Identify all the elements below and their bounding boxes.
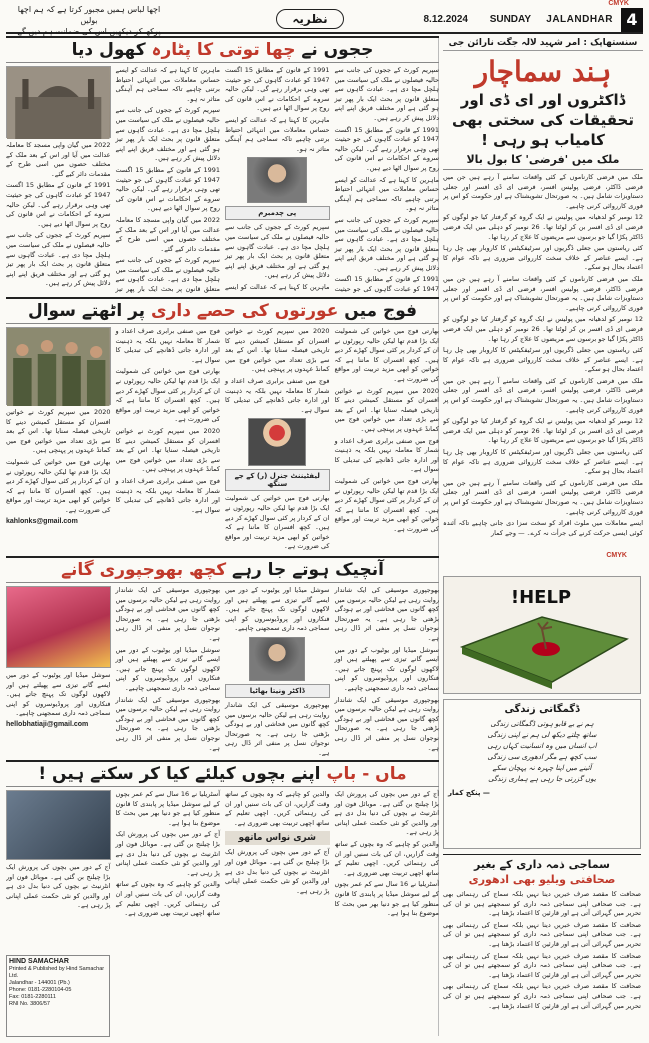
paragraph: والدین کو چاہیے کہ وہ بچوں کے ساتھ وقت گزاریں، ان کی بات سنیں اور ان کی رہنمائی کریں۔ اچھی تعلیم کے ساتھ اچھی تربیت بھی ضروری ہے۔ xyxy=(115,880,220,918)
tail-headline-line: سماجی ذمہ داری کے بغیر xyxy=(474,858,610,871)
article-column xyxy=(335,327,440,553)
cmyk-mark: CMYK xyxy=(608,0,629,7)
tail-headline-line: صحافتی ویلیو بھی ادھوری xyxy=(468,873,616,886)
article-column xyxy=(335,586,440,756)
article-column xyxy=(6,327,111,553)
paragraph: 2022 میں گیان واپی مسجد کا معاملہ عدالت میں آیا اور اس کے بعد ملک کے مختلف حصوں میں اسی طرح کے مقدمات دائر کیے گئے۔ xyxy=(6,141,111,178)
paragraph: بھوجپوری موسیقی کی ایک شاندار روایت رہی ہے لیکن حالیہ برسوں میں کچھ گانوں میں فحاشی اور بے ہودگی بڑھتی جا رہی ہے۔ یہ صورتحال نوجوان نسل پر منفی اثر ڈال رہی ہے۔ xyxy=(115,586,220,642)
paragraph: سوشل میڈیا اور یوٹیوب کے دور میں ایسے گانے تیزی سے پھیلتے ہیں اور لاکھوں لوگوں تک پہنچ جاتے ہیں۔ فنکاروں اور پروڈیوسروں کو اپنی سماجی ذمہ داری سمجھنی چاہیے۔ xyxy=(115,645,220,692)
editorial-subheadline: ملک میں 'فرضی' کا بول بالا xyxy=(443,153,643,170)
imprint-line: Fax: 0181-2280111 xyxy=(9,994,56,1000)
author-byline: ڈاکٹر ونیتا بھاٹیا xyxy=(225,684,330,698)
paragraph: 12 نومبر کو لدھیانہ میں پولیس نے ایک گروہ کو گرفتار کیا جو لوگوں کو فرضی ای ڈی افسر بن کر لوٹتا تھا۔ 26 نومبر کو دہلی میں ایک فرضی ڈاکٹر پکڑا گیا جو برسوں سے مریضوں کا علاج کر رہا تھا۔ xyxy=(443,417,643,445)
imprint-line: RNI No. 3806/57 xyxy=(9,1001,50,1007)
imprint-title: HIND SAMACHAR xyxy=(9,958,69,965)
article-column xyxy=(116,586,221,756)
paragraph: سپریم کورٹ کے ججوں کی جانب سے حالیہ فیصلوں نے ملک کی سیاست میں ہلچل مچا دی ہے۔ عبادت گاہوں سے متعلق قانون پر بحث ایک بار پھر تیز xyxy=(115,256,220,294)
paragraph: سپریم کورٹ کے ججوں کی جانب سے حالیہ فیصلوں نے ملک کی سیاست میں ہلچل مچا دی ہے۔ عبادت گاہوں سے متعلق قانون پر بحث ایک بار پھر تیز ہو گئی ہے اور مختلف فریق اپنے اپنے دلائل پیش کر رہے ہیں۔ xyxy=(225,223,330,280)
cmyk-mark: CMYK xyxy=(606,552,627,559)
tagline xyxy=(14,4,164,37)
tail-article xyxy=(443,854,641,1036)
tail-headline xyxy=(443,854,641,887)
article-columns xyxy=(6,327,439,553)
poem-line: ہم نے بے قابو ہوتی ڈگمگاتی زندگی xyxy=(490,720,594,728)
paragraph: کئی ریاستوں میں جعلی ڈگریوں اور سرٹیفکیٹس کا کاروبار بھی چل رہا ہے۔ ایسے عناصر کے خلاف سخت کارروائی ضروری ہے تاکہ عوام کا اعتماد بحال ہو سکے۔ xyxy=(443,448,643,476)
article-judges xyxy=(6,36,439,294)
article-column xyxy=(225,66,330,294)
article-column xyxy=(116,790,221,921)
article-column xyxy=(335,790,440,921)
page-header xyxy=(6,5,643,36)
edition-city: JALANDHAR xyxy=(546,14,613,25)
paragraph: 2020 میں سپریم کورٹ نے خواتین افسران کو مستقل کمیشن دینے کا تاریخی فیصلہ سنایا تھا۔ اس کے بعد سے بڑی تعداد میں خواتین فوج میں کمانڈ عہدوں پر پہنچی ہیں۔ xyxy=(334,386,439,433)
paragraph: ملک میں فرضی کارناموں کے کئی واقعات سامنے آ رہے ہیں جن میں فرضی ڈاکٹر، فرضی پولیس افسر، فرضی ای ڈی افسر اور جعلی دستاویزات شامل ہیں۔ یہ صورتحال تشویشناک ہے اور حکومت کو اس پر فوری کارروائی کرنی چاہیے۔ xyxy=(443,376,643,414)
poem-box xyxy=(443,699,641,849)
paragraph: صحافت کا مقصد صرف خبریں دینا نہیں بلکہ سماج کی رہنمائی بھی ہے۔ جب صحافی اپنی سماجی ذمہ داری کو سمجھتے ہیں تو ان کی تحریر میں گہرائی آتی ہے اور قارئین کا اعتماد بڑھتا ہے۔ xyxy=(443,920,641,948)
edition-date: 8.12.2024 xyxy=(423,14,468,25)
paragraph: بھارتی فوج میں خواتین کی شمولیت ایک بڑا قدم تھا لیکن حالیہ رپورٹوں نے ان کے کردار پر کئی سوال کھڑے کر دیے ہیں۔ کچھ افسران کا ماننا ہے کہ خواتین کو ابھی مزید تربیت اور مواقع کی ضرورت ہے۔ xyxy=(334,327,439,383)
paragraph: والدین کو چاہیے کہ وہ بچوں کے ساتھ وقت گزاریں، ان کی بات سنیں اور ان کی رہنمائی کریں۔ اچھی تعلیم کے ساتھ اچھی تربیت بھی ضروری ہے۔ xyxy=(334,839,439,877)
soldiers-photo xyxy=(6,327,111,405)
article-columns xyxy=(6,790,439,921)
author-photo xyxy=(248,418,306,466)
author-email[interactable]: hellobhatiaji@gmail.com xyxy=(6,720,89,728)
article-columns xyxy=(6,66,439,294)
paragraph: کئی ریاستوں میں جعلی ڈگریوں اور سرٹیفکیٹس کا کاروبار بھی چل رہا ہے۔ ایسے عناصر کے خلاف سخت کارروائی ضروری ہے تاکہ عوام کا اعتماد بحال ہو سکے۔ xyxy=(443,346,643,374)
paragraph: بھوجپوری موسیقی کی ایک شاندار روایت رہی ہے لیکن حالیہ برسوں میں کچھ گانوں میں فحاشی اور بے ہودگی بڑھتی جا رہی ہے۔ یہ صورتحال نوجوان نسل پر منفی اثر ڈال رہی ہے۔ xyxy=(334,695,439,752)
paragraph: سپریم کورٹ کے ججوں کی جانب سے حالیہ فیصلوں نے ملک کی سیاست میں ہلچل مچا دی ہے۔ عبادت گاہوں سے متعلق قانون پر بحث ایک بار پھر تیز ہو گئی ہے اور مختلف فریق اپنے اپنے دلائل پیش کر رہے ہیں۔ xyxy=(334,66,439,122)
imprint-line: Jalandhar - 144001 (Pb.) xyxy=(9,980,70,986)
author-photo xyxy=(247,157,307,203)
paragraph: صحافت کا مقصد صرف خبریں دینا نہیں بلکہ سماج کی رہنمائی بھی ہے۔ جب صحافی اپنی سماجی ذمہ داری کو سمجھتے ہیں تو ان کی تحریر میں گہرائی آتی ہے اور قارئین کا اعتماد بڑھتا ہے۔ xyxy=(443,982,641,1010)
paragraph: سوشل میڈیا اور یوٹیوب کے دور میں ایسے گانے تیزی سے پھیلتے ہیں اور لاکھوں لوگوں تک پہنچ جاتے ہیں۔ فنکاروں اور پروڈیوسروں کو اپنی سماجی ذمہ داری سمجھنی چاہیے۔ xyxy=(225,586,330,633)
author-byline: شری نواس ماتھو xyxy=(225,831,330,845)
article-column xyxy=(225,327,330,553)
paragraph: سپریم کورٹ کے ججوں کی جانب سے حالیہ فیصلوں نے ملک کی سیاست میں ہلچل مچا دی ہے۔ عبادت گاہوں سے متعلق قانون پر بحث ایک بار پھر تیز ہو گئی ہے اور مختلف فریق اپنے اپنے دلائل پیش کر رہے ہیں۔ xyxy=(115,106,220,163)
poem-line: ساتھ چلتے دیکھ لی ہم نے اپنی زندگی xyxy=(487,731,597,739)
paragraph: فوج میں صنفی برابری صرف اعداد و شمار کا معاملہ نہیں بلکہ یہ ذہنیت اور ادارہ جاتی ڈھانچے کی تبدیلی کا سوال ہے۔ xyxy=(115,327,220,364)
paragraph: فوج میں صنفی برابری صرف اعداد و شمار کا معاملہ نہیں بلکہ یہ ذہنیت اور ادارہ جاتی ڈھانچے کی تبدیلی کا سوال ہے۔ xyxy=(334,436,439,474)
article-column xyxy=(116,66,221,294)
article-parents xyxy=(6,760,439,952)
paragraph: سوشل میڈیا اور یوٹیوب کے دور میں ایسے گانے تیزی سے پھیلتے ہیں اور لاکھوں لوگوں تک پہنچ جاتے ہیں۔ فنکاروں اور پروڈیوسروں کو اپنی سماجی ذمہ داری سمجھنی چاہیے۔ xyxy=(6,671,111,718)
paragraph: بھوجپوری موسیقی کی ایک شاندار روایت رہی ہے لیکن حالیہ برسوں میں کچھ گانوں میں فحاشی اور بے ہودگی بڑھتی جا رہی ہے۔ یہ صورتحال نوجوان نسل پر منفی اثر ڈال رہی ہے۔ xyxy=(334,586,439,642)
children-photo xyxy=(6,790,111,860)
poem-title: ڈگمگاتی زندگی xyxy=(504,704,580,715)
article-column xyxy=(116,327,221,553)
article-column xyxy=(6,586,111,756)
paragraph: فوج میں صنفی برابری صرف اعداد و شمار کا معاملہ نہیں بلکہ یہ ذہنیت اور ادارہ جاتی ڈھانچے کی تبدیلی کا سوال ہے۔ xyxy=(115,476,220,514)
founder-line: سنستھاپک : امر شہید لالہ جگت نارائن جی xyxy=(443,36,643,51)
imprint-line: Phone: 0181-2280104-05 xyxy=(9,987,72,993)
paragraph: بھوجپوری موسیقی کی ایک شاندار روایت رہی ہے لیکن حالیہ برسوں میں کچھ گانوں میں فحاشی اور بے ہودگی بڑھتی جا رہی ہے۔ یہ صورتحال نوجوان نسل پر منفی اثر ڈال رہی ہے۔ xyxy=(225,700,330,756)
paragraph: فوج میں صنفی برابری صرف اعداد و شمار کا معاملہ نہیں بلکہ یہ ذہنیت اور ادارہ جاتی ڈھانچے کی تبدیلی کا سوال ہے۔ xyxy=(225,376,330,414)
author-email[interactable]: kahlonks@gmail.com xyxy=(6,517,78,525)
tagline-line: اچھا لباس ہمیں مجبور کرتا ہے کہ ہم اچھا بولیں xyxy=(17,5,161,25)
poem-line: سب کچھ ہے مگر ادھوری سی زندگی xyxy=(487,753,597,761)
article-column xyxy=(225,586,330,756)
paragraph: بھارتی فوج میں خواتین کی شمولیت ایک بڑا قدم تھا لیکن حالیہ رپورٹوں نے ان کے کردار پر کئی سوال کھڑے کر دیے ہیں۔ کچھ افسران کا ماننا ہے کہ خواتین کو ابھی مزید تربیت اور مواقع کی ضرورت ہے۔ xyxy=(225,494,330,551)
paragraph: 2022 میں گیان واپی مسجد کا معاملہ عدالت میں آیا اور اس کے بعد ملک کے مختلف حصوں میں اسی طرح کے مقدمات دائر کیے گئے۔ xyxy=(115,215,220,253)
headline-part: چھا توتی کا پٹارہ xyxy=(151,40,296,60)
paragraph: 1991 کے قانون کے مطابق 15 اگست 1947 کو عبادت گاہوں کی جو حیثیت تھی وہی برقرار رہے گی۔ لیکن حالیہ سروے کے احکامات نے اس قانون کی روح پر سوال اٹھا دیے ہیں۔ xyxy=(225,66,330,113)
mosque-photo xyxy=(6,66,111,138)
section-title: نظریہ xyxy=(276,9,344,29)
headline-part: عورتوں کی حصے داری xyxy=(151,301,339,321)
article-column xyxy=(6,66,111,294)
cartoon-caption: HELP! xyxy=(510,587,572,608)
headline-part: کچھ بھوجپوری گانے xyxy=(61,560,227,580)
paragraph: بھارتی فوج میں خواتین کی شمولیت ایک بڑا قدم تھا لیکن حالیہ رپورٹوں نے ان کے کردار پر کئی سوال کھڑے کر دیے ہیں۔ کچھ افسران کا ماننا ہے کہ خواتین کو ابھی مزید تربیت اور مواقع کی ضرورت ہے۔ xyxy=(334,476,439,533)
poem-line: اب انساں میں وہ انسانیت کہاں رہی xyxy=(487,742,597,750)
edition-day: SUNDAY xyxy=(489,14,531,25)
paragraph: آسٹریلیا نے 16 سال سے کم عمر بچوں کے لیے سوشل میڈیا پر پابندی کا قانون منظور کیا ہے جو دنیا بھر میں بحث کا موضوع بنا ہوا ہے۔ xyxy=(334,880,439,918)
paragraph: سپریم کورٹ کے ججوں کی جانب سے حالیہ فیصلوں نے ملک کی سیاست میں ہلچل مچا دی ہے۔ عبادت گاہوں سے متعلق قانون پر بحث ایک بار پھر تیز ہو گئی ہے اور مختلف فریق اپنے اپنے دلائل پیش کر رہے ہیں۔ xyxy=(6,231,111,288)
poem-line: یوں گزرتی جا رہی ہے ہماری زندگی xyxy=(488,775,596,783)
imprint-line: Printed & Published by Hind Samachar Ltd. xyxy=(9,966,105,979)
paragraph: 12 نومبر کو لدھیانہ میں پولیس نے ایک گروہ کو گرفتار کیا جو لوگوں کو فرضی ای ڈی افسر بن کر لوٹتا تھا۔ 26 نومبر کو دہلی میں ایک فرضی ڈاکٹر پکڑا گیا جو برسوں سے مریضوں کا علاج کر رہا تھا۔ xyxy=(443,213,643,241)
article-column xyxy=(225,790,330,921)
editorial-headline: ڈاکٹروں اور ای ڈی اور تحقیقات کی سختی بھی کامیاب ہو رہی ! xyxy=(452,91,634,149)
paragraph: سپریم کورٹ کے ججوں کی جانب سے حالیہ فیصلوں نے ملک کی سیاست میں ہلچل مچا دی ہے۔ عبادت گاہوں سے متعلق قانون پر بحث ایک بار پھر تیز ہو گئی ہے اور مختلف فریق اپنے اپنے دلائل پیش کر رہے ہیں۔ xyxy=(334,215,439,272)
headline-part: ججوں نے xyxy=(301,40,374,60)
paragraph: 12 نومبر کو لدھیانہ میں پولیس نے ایک گروہ کو گرفتار کیا جو لوگوں کو فرضی ای ڈی افسر بن کر لوٹتا تھا۔ 26 نومبر کو دہلی میں ایک فرضی ڈاکٹر پکڑا گیا جو برسوں سے مریضوں کا علاج کر رہا تھا۔ xyxy=(443,315,643,343)
page-number: 4 xyxy=(621,8,643,32)
article-column xyxy=(6,790,111,921)
masthead: ہند سماچار xyxy=(474,55,612,88)
paragraph: 1991 کے قانون کے مطابق 15 اگست 1947 کو عبادت گاہوں کی جو حیثیت xyxy=(334,275,439,294)
poem-author: — پنکج کمار xyxy=(448,789,490,797)
editorial-cartoon xyxy=(443,576,641,694)
headline-part: اپنے بچوں کیلئے کیا کر سکتے ہیں ! xyxy=(38,764,321,784)
paragraph: صحافت کا مقصد صرف خبریں دینا نہیں بلکہ سماج کی رہنمائی بھی ہے۔ جب صحافی اپنی سماجی ذمہ داری کو سمجھتے ہیں تو ان کی تحریر میں گہرائی آتی ہے اور قارئین کا اعتماد بڑھتا ہے۔ xyxy=(443,890,641,918)
paragraph: 1991 کے قانون کے مطابق 15 اگست 1947 کو عبادت گاہوں کی جو حیثیت تھی وہی برقرار رہے گی۔ لیکن حالیہ سروے کے احکامات نے اس قانون کی روح پر سوال اٹھا دیے ہیں۔ xyxy=(334,125,439,172)
poem-line: آئینے میں اپنا چہرہ نہ پہچان سکے xyxy=(492,764,592,772)
paragraph: ماہرین کا کہنا ہے کہ عدالت کو ایسے حساس معاملات میں انتہائی احتیاط برتنی چاہیے تاکہ سماجی ہم آہنگی متاثر نہ ہو۔ xyxy=(115,66,220,103)
headline-part: کھول دیا xyxy=(71,40,146,60)
paragraph: ملک میں فرضی کارناموں کے کئی واقعات سامنے آ رہے ہیں جن میں فرضی ڈاکٹر، فرضی پولیس افسر، فرضی ای ڈی افسر اور جعلی دستاویزات شامل ہیں۔ یہ صورتحال تشویشناک ہے اور حکومت کو اس پر فوری کارروائی کرنی چاہیے۔ xyxy=(443,173,643,210)
photo-art xyxy=(7,328,110,406)
paragraph: ملک میں فرضی کارناموں کے کئی واقعات سامنے آ رہے ہیں جن میں فرضی ڈاکٹر، فرضی پولیس افسر، فرضی ای ڈی افسر اور جعلی دستاویزات شامل ہیں۔ یہ صورتحال تشویشناک ہے اور حکومت کو اس پر فوری کارروائی کرنی چاہیے۔ xyxy=(443,478,643,516)
paragraph: ماہرین کا کہنا ہے کہ عدالت کو ایسے xyxy=(225,282,330,291)
editorial-column xyxy=(438,36,643,1036)
article-headline xyxy=(6,556,439,583)
paragraph: کئی ریاستوں میں جعلی ڈگریوں اور سرٹیفکیٹس کا کاروبار بھی چل رہا ہے۔ ایسے عناصر کے خلاف سخت کارروائی ضروری ہے تاکہ عوام کا اعتماد بحال ہو سکے۔ xyxy=(443,244,643,272)
paragraph: 1991 کے قانون کے مطابق 15 اگست 1947 کو عبادت گاہوں کی جو حیثیت تھی وہی برقرار رہے گی۔ لیکن حالیہ سروے کے احکامات نے اس قانون کی روح پر سوال اٹھا دیے ہیں۔ xyxy=(115,165,220,213)
tail-body xyxy=(443,890,641,1038)
author-byline: لیفٹیننٹ جنرل (ر) کے جے سنگھ xyxy=(225,469,330,491)
imprint-box xyxy=(6,955,110,1037)
paragraph: ماہرین کا کہنا ہے کہ عدالت کو ایسے حساس معاملات میں انتہائی احتیاط برتنی چاہیے تاکہ سماجی ہم آہنگی متاثر نہ ہو۔ xyxy=(334,175,439,213)
article-headline xyxy=(6,36,439,63)
paragraph: ملک میں فرضی کارناموں کے کئی واقعات سامنے آ رہے ہیں جن میں فرضی ڈاکٹر، فرضی پولیس افسر، فرضی ای ڈی افسر اور جعلی دستاویزات شامل ہیں۔ یہ صورتحال تشویشناک ہے اور حکومت کو اس پر فوری کارروائی کرنی چاہیے۔ xyxy=(443,274,643,312)
paragraph: صحافت کا مقصد صرف خبریں دینا نہیں بلکہ سماج کی رہنمائی بھی ہے۔ جب صحافی اپنی سماجی ذمہ داری کو سمجھتے ہیں تو ان کی تحریر میں گہرائی آتی ہے اور قارئین کا اعتماد بڑھتا ہے۔ xyxy=(443,951,641,979)
paragraph: والدین کو چاہیے کہ وہ بچوں کے ساتھ وقت گزاریں، ان کی بات سنیں اور ان کی رہنمائی کریں۔ اچھی تعلیم کے ساتھ اچھی تربیت بھی ضروری ہے۔ xyxy=(225,790,330,827)
paragraph: ماہرین کا کہنا ہے کہ عدالت کو ایسے حساس معاملات میں انتہائی احتیاط برتنی چاہیے تاکہ سماجی ہم آہنگی متاثر نہ ہو۔ xyxy=(225,115,330,153)
dancer-photo xyxy=(6,586,111,668)
paragraph: آج کے دور میں بچوں کی پرورش ایک بڑا چیلنج بن گئی ہے۔ موبائل فون اور انٹرنیٹ نے بچوں کی دنیا بدل دی ہے اور والدین کو نئی حکمت عملی اپنانی پڑ رہی ہے۔ xyxy=(115,830,220,877)
author-photo xyxy=(249,637,305,681)
editorial-body xyxy=(443,173,643,568)
photo-art xyxy=(7,67,110,139)
paragraph: بھارتی فوج میں خواتین کی شمولیت ایک بڑا قدم تھا لیکن حالیہ رپورٹوں نے ان کے کردار پر کئی سوال کھڑے کر دیے ہیں۔ کچھ افسران کا ماننا ہے کہ خواتین کو ابھی مزید تربیت اور مواقع کی ضرورت ہے۔ xyxy=(6,457,111,514)
paragraph: بھوجپوری موسیقی کی ایک شاندار روایت رہی ہے لیکن حالیہ برسوں میں کچھ گانوں میں فحاشی اور بے ہودگی بڑھتی جا رہی ہے۔ یہ صورتحال نوجوان نسل پر منفی اثر ڈال رہی ہے۔ xyxy=(115,695,220,752)
paragraph: 2020 میں سپریم کورٹ نے خواتین افسران کو مستقل کمیشن دینے کا تاریخی فیصلہ سنایا تھا۔ اس کے بعد سے بڑی تعداد میں خواتین فوج میں کمانڈ عہدوں پر پہنچی ہیں۔ xyxy=(115,426,220,474)
paragraph: ایسے معاملات میں ملوث افراد کو سخت سزا دی جانی چاہیے تاکہ آئندہ کوئی ایسی حرکت کرنے کی جرأت نہ کرے۔ — وجے کمار xyxy=(443,519,643,537)
article-bhojpuri-songs xyxy=(6,556,439,756)
article-headline xyxy=(6,297,439,324)
paragraph: سوشل میڈیا اور یوٹیوب کے دور میں ایسے گانے تیزی سے پھیلتے ہیں اور لاکھوں لوگوں تک پہنچ جاتے ہیں۔ فنکاروں اور پروڈیوسروں کو اپنی سماجی ذمہ داری سمجھنی چاہیے۔ xyxy=(334,645,439,692)
paragraph: بھارتی فوج میں خواتین کی شمولیت ایک بڑا قدم تھا لیکن حالیہ رپورٹوں نے ان کے کردار پر کئی سوال کھڑے کر دیے ہیں۔ کچھ افسران کا ماننا ہے کہ خواتین کو ابھی مزید تربیت اور مواقع کی ضرورت ہے۔ xyxy=(115,367,220,424)
paragraph: 2020 میں سپریم کورٹ نے خواتین افسران کو مستقل کمیشن دینے کا تاریخی فیصلہ سنایا تھا۔ اس کے بعد سے بڑی تعداد میں خواتین فوج میں کمانڈ عہدوں پر پہنچی ہیں۔ xyxy=(225,327,330,374)
cartoon-drawing xyxy=(443,577,640,694)
paragraph: آسٹریلیا نے 16 سال سے کم عمر بچوں کے لیے سوشل میڈیا پر پابندی کا قانون منظور کیا ہے جو دنیا بھر میں بحث کا موضوع بنا ہوا ہے۔ xyxy=(115,790,221,827)
paragraph: 1991 کے قانون کے مطابق 15 اگست 1947 کو عبادت گاہوں کی جو حیثیت تھی وہی برقرار رہے گی۔ لیکن حالیہ سروے کے احکامات نے اس قانون کی روح پر سوال اٹھا دیے ہیں۔ xyxy=(6,181,111,228)
paragraph: آج کے دور میں بچوں کی پرورش ایک بڑا چیلنج بن گئی ہے۔ موبائل فون اور انٹرنیٹ نے بچوں کی دنیا بدل دی ہے اور والدین کو نئی حکمت عملی اپنانی پڑ رہی ہے۔ xyxy=(6,863,111,910)
headline-part: فوج میں xyxy=(344,301,417,321)
paragraph: 2020 میں سپریم کورٹ نے خواتین افسران کو مستقل کمیشن دینے کا تاریخی فیصلہ سنایا تھا۔ اس کے بعد سے بڑی تعداد میں خواتین فوج میں کمانڈ عہدوں پر پہنچی ہیں۔ xyxy=(6,408,111,455)
tagline-line: پرکھ کر دیکھیں اس کی ضمانت ہم دیں گے xyxy=(17,27,161,36)
article-columns xyxy=(6,586,439,756)
headline-part: آنچیک ہوتے جا رہے xyxy=(232,560,384,580)
headline-part: پر اٹھتے سوال xyxy=(27,301,146,321)
article-army-women xyxy=(6,297,439,553)
article-headline xyxy=(6,760,439,787)
headline-part: ماں - باپ xyxy=(326,764,407,784)
article-column xyxy=(335,66,440,294)
paragraph: آج کے دور میں بچوں کی پرورش ایک بڑا چیلنج بن گئی ہے۔ موبائل فون اور انٹرنیٹ نے بچوں کی دنیا بدل دی ہے اور والدین کو نئی حکمت عملی اپنانی پڑ رہی ہے۔ xyxy=(334,790,439,837)
author-byline: پی چدمبرم xyxy=(225,206,330,220)
paragraph: آج کے دور میں بچوں کی پرورش ایک بڑا چیلنج بن گئی ہے۔ موبائل فون اور انٹرنیٹ نے بچوں کی دنیا بدل دی ہے اور والدین کو نئی حکمت عملی اپنانی پڑ رہی ہے۔ xyxy=(225,848,330,895)
